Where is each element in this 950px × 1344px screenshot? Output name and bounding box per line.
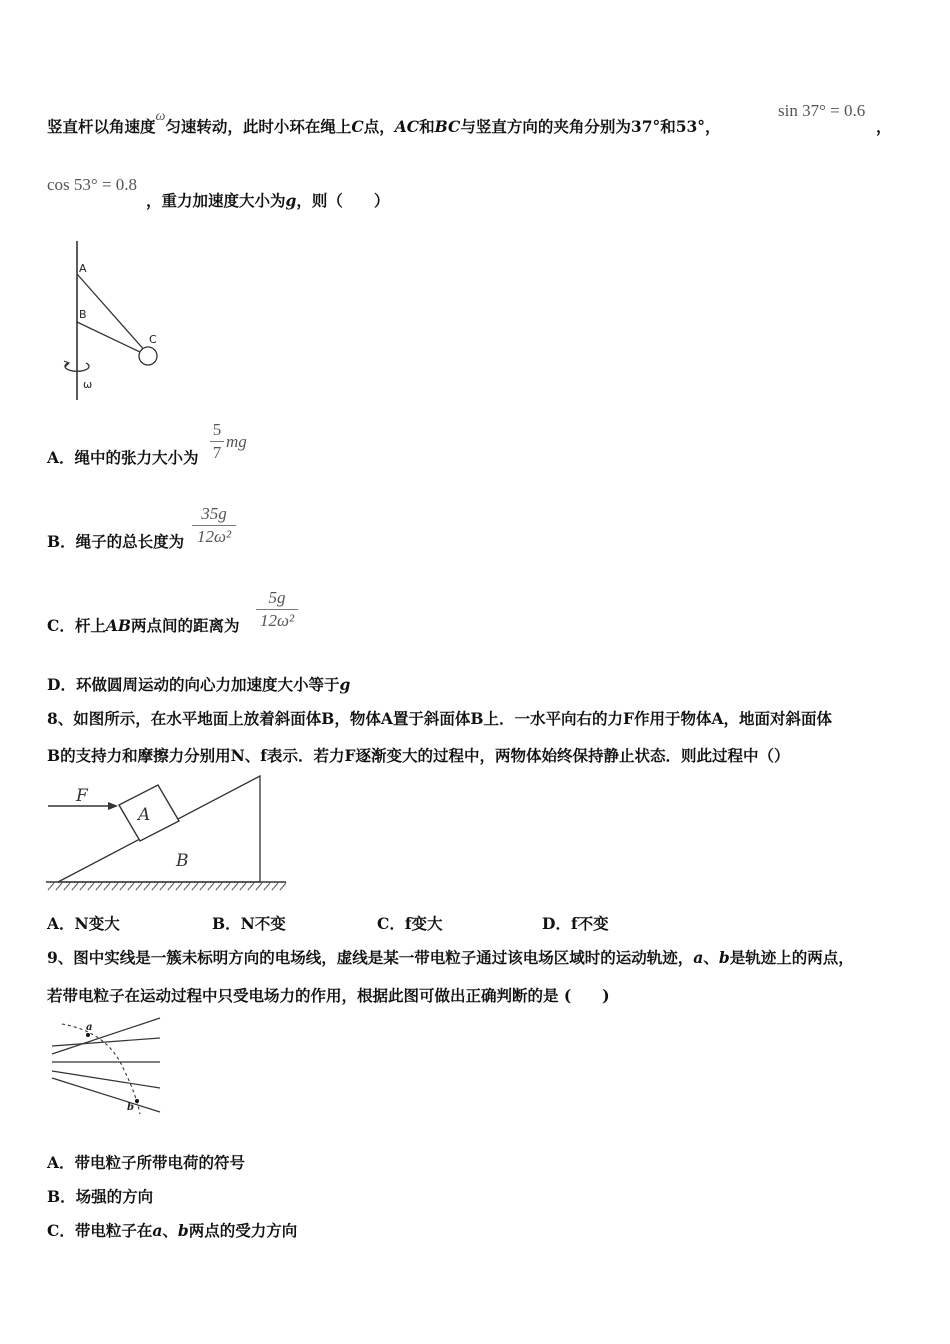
fraction-denominator: 12ω² (196, 527, 232, 546)
q8-option-a: A．N变大 (47, 914, 120, 933)
point-a: a (693, 948, 704, 967)
rod-ring-figure (50, 238, 180, 403)
segment-ac: AC (394, 117, 420, 136)
field-lines-figure (48, 1014, 166, 1116)
sin-expression: sin 37° = 0.6 (778, 101, 866, 120)
q9-line-1 (47, 946, 854, 968)
q9-option-b: B．场强的方向 (47, 1187, 154, 1206)
option-c-text: 两点间的距离为 (130, 616, 240, 635)
fraction-bar (192, 525, 236, 526)
force-arrow-head-icon (108, 802, 118, 810)
incline-figure (44, 770, 290, 894)
q7-text: ，则（ ） (296, 191, 390, 210)
fraction-denominator: 7 (212, 443, 222, 462)
point-a: a (152, 1221, 163, 1240)
label-a: a (86, 1022, 93, 1033)
q7-text: 匀速转动，此时小环在绳上 (165, 117, 352, 136)
gravity-symbol: g (285, 191, 297, 210)
field-line (52, 1018, 160, 1054)
ring-c (139, 347, 157, 365)
point-a-dot (86, 1033, 90, 1037)
field-line (52, 1078, 160, 1112)
omega-symbol: ω (155, 109, 166, 124)
fraction-numerator: 5g (268, 588, 286, 607)
q7-option-a (47, 446, 199, 468)
label-b: B (79, 308, 87, 321)
q7-text: 竖直杆以角速度 (47, 117, 156, 136)
fraction-5g (256, 588, 298, 631)
q7-text: 点， (363, 117, 395, 136)
q9-text: 是轨迹上的两点， (729, 948, 854, 967)
fraction-numerator: 5 (212, 420, 222, 439)
q7-line-1 (47, 109, 721, 137)
q8-option-c: C．f变大 (377, 914, 443, 933)
q7-text: 和 (419, 117, 435, 136)
q9-option-c (47, 1219, 297, 1241)
fraction-bar (256, 609, 298, 610)
q7-comma: ， (876, 117, 892, 136)
label-c: C (149, 333, 157, 346)
q7-text: ，重力加速度大小为 (146, 191, 286, 210)
fraction-bar (210, 441, 224, 442)
q8-line-1: 8、如图所示，在水平地面上放着斜面体B，物体A置于斜面体B上．一水平向右的力F作用于物体A，地面对斜面体 (47, 709, 833, 728)
option-c-text: 两点的受力方向 (188, 1221, 298, 1240)
option-b-text: B．绳子的总长度为 (47, 532, 185, 551)
point-b: b (177, 1221, 189, 1240)
label-b: B (176, 851, 189, 871)
option-a-text: A．绳中的张力大小为 (47, 448, 199, 467)
q7-option-b (47, 530, 184, 552)
q7-option-d (47, 673, 350, 695)
gravity-symbol: g (339, 675, 351, 694)
label-a: A (79, 262, 87, 275)
q8-line-2: B的支持力和摩擦力分别用N、f表示．若力F逐渐变大的过程中，两物体始终保持静止状态．则此过程中（） (47, 746, 790, 765)
q9-line-2: 若带电粒子在运动过程中只受电场力的作用，根据此图可做出正确判断的是 ( ) (47, 986, 610, 1005)
label-a: A (138, 805, 151, 825)
point-b-dot (135, 1099, 139, 1103)
label-f: F (76, 786, 88, 806)
option-c-text: C．杆上 (47, 616, 106, 635)
q9-text: 、 (703, 948, 719, 967)
segment-ab: AB (105, 616, 131, 635)
q7-text: 与竖直方向的夹角分别为37°和53°， (460, 117, 721, 136)
rope-bc (77, 322, 140, 352)
option-c-text: 、 (162, 1221, 178, 1240)
rope-ac (77, 274, 146, 352)
label-omega: ω (83, 378, 93, 391)
mg-term: mg (226, 432, 247, 451)
fraction-35g (192, 504, 236, 547)
fraction-5-7 (210, 420, 224, 463)
q8-option-b: B．N不变 (212, 914, 286, 933)
ground-hatching (48, 883, 286, 890)
option-c-text: C．带电粒子在 (47, 1221, 153, 1240)
label-b: b (127, 1102, 134, 1113)
fraction-numerator: 35g (201, 504, 227, 523)
q7-option-c (47, 614, 240, 636)
q7-line-2 (146, 189, 389, 211)
q9-text: 9、图中实线是一簇未标明方向的电场线，虚线是某一带电粒子通过该电场区域时的运动轨迹， (47, 948, 694, 967)
fraction-denominator: 12ω² (259, 611, 295, 630)
segment-bc: BC (434, 117, 461, 136)
q8-option-d: D．f不变 (542, 914, 609, 933)
field-line (52, 1071, 160, 1088)
option-d-text: D．环做圆周运动的向心力加速度大小等于 (47, 675, 340, 694)
point-b: b (718, 948, 730, 967)
field-line (52, 1038, 160, 1046)
cos-expression: cos 53° = 0.8 (47, 175, 138, 194)
point-c: C (351, 117, 364, 136)
q9-option-a: A．带电粒子所带电荷的符号 (47, 1153, 246, 1172)
